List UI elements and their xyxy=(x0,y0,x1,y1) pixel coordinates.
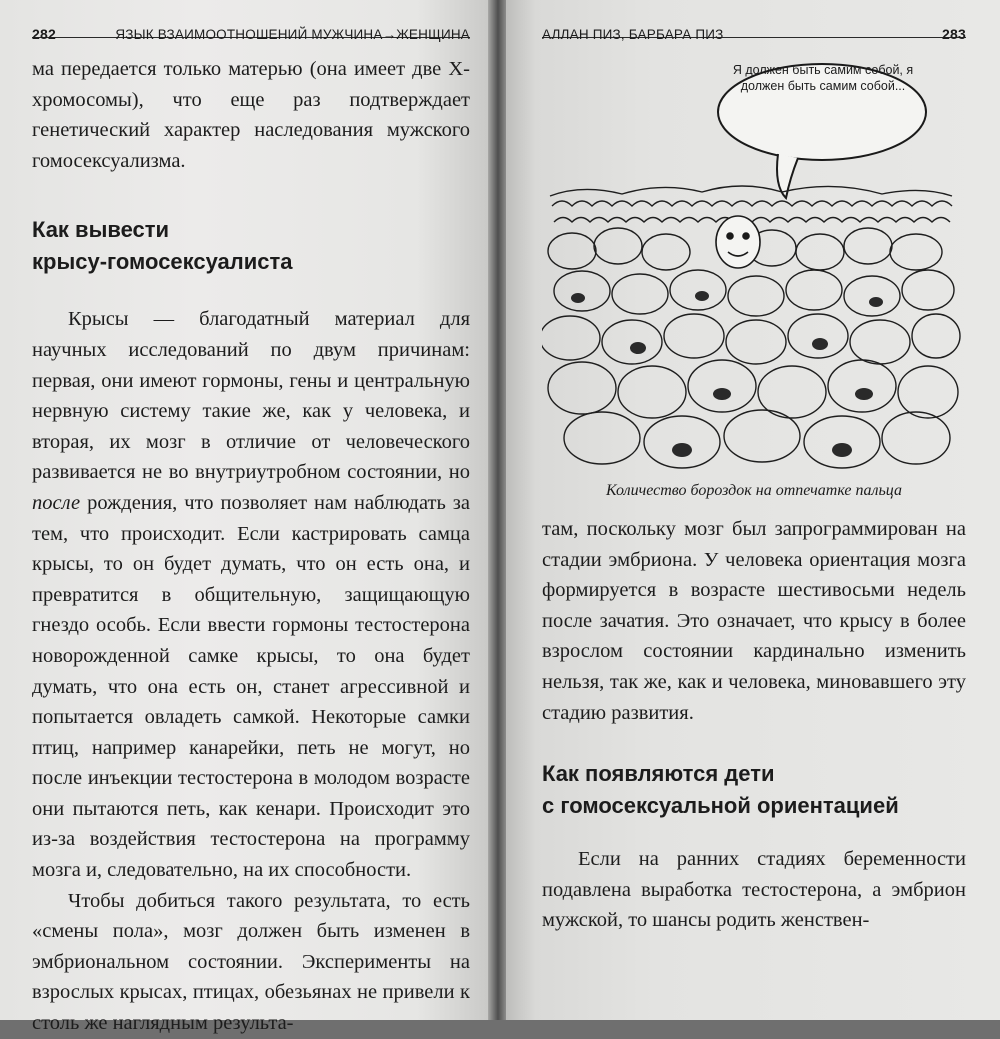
sheep-faces xyxy=(571,291,883,457)
italic-word: после xyxy=(32,491,81,514)
sheep-illustration xyxy=(542,46,966,476)
figure-caption: Количество бороздок на отпечатке пальца xyxy=(606,482,902,499)
right-page xyxy=(506,0,1000,1020)
paragraph-text: Крысы — благодатный материал для научных исследований по двум причинам: первая, они имеют гормоны, гены и центральную нервную систему такие же, как у человека, и вторая, их мозг в отличие от человеческого развивается не во внутриутробном состоянии, но xyxy=(32,308,470,484)
paragraph-text: рождения, что позволяет нам наблюдать за тем, что происходит. Если кастрировать самца крысы, то он будет думать, что он есть она, и превратится в общительную, защищающую гнездо особь. Если ввести гормоны тестостерона новорожденной самке крысы, то она будет думать, что она есть он, станет агрессивной и попытается овладеть самкой. Некоторые самки птиц, например канарейки, петь не могут, но после инъекции тестостерона в молодом возрасте они пытаются петь, как кенари. Происходит это из-за воздействия тестостерона на программу мозга и, следовательно, на их способности. xyxy=(32,491,470,882)
paragraph-sex-change: Чтобы добиться такого результата, то есть «смены пола», мозг должен быть изменен в эмбриональном состоянии. Эксперименты на взрослых крысах, птицах, обезьянах не привели к столь же наглядным результа- xyxy=(32,889,470,1035)
heading-line: крысу-гомосексуалиста xyxy=(32,249,293,275)
heading-line: Как появляются дети xyxy=(542,761,775,787)
right-running-head-title: АЛЛАН ПИЗ, БАРБАРА ПИЗ xyxy=(542,27,724,42)
left-running-head-title: ЯЗЫК ВЗАИМООТНОШЕНИЙ МУЖЧИНА→ЖЕНЩИНА xyxy=(115,27,470,42)
sheep-flock-drawing xyxy=(542,46,966,476)
paragraph-rats xyxy=(32,304,470,885)
section-heading-children xyxy=(542,758,966,822)
speech-bubble-text: Я должен быть самим собой, я должен быть самим собой... xyxy=(732,63,914,93)
left-body-text xyxy=(32,54,470,1039)
book-gutter xyxy=(488,0,508,1020)
paragraph-pregnancy: Если на ранних стадиях беременности подавлена выработка тестостерона, а эмбрион мужской, то шансы родить женствен- xyxy=(542,848,966,932)
continued-paragraph: ма передается только матерью (она имеет две Х-хромосомы), что еще раз подтверждает генетический характер наследования мужского гомосексуализма. xyxy=(32,58,470,172)
left-page xyxy=(0,0,490,1035)
talking-sheep xyxy=(716,216,760,268)
paragraph-embryo: там, поскольку мозг был запрограммирован на стадии эмбриона. У человека ориентация мозга формируется в возрасте шестивосьми недель после зачатия. Это означает, что крысу в более взрослом состоянии кардинально изменить нельзя, так же, как и человека, миновавшего эту стадию развития. xyxy=(542,518,966,724)
left-page-number: 282 xyxy=(32,26,56,42)
left-running-head xyxy=(32,0,470,42)
heading-line: с гомосексуальной ориентацией xyxy=(542,793,899,819)
right-body-text xyxy=(542,514,966,936)
right-page-number: 283 xyxy=(942,26,966,42)
heading-line: Как вывести xyxy=(32,217,170,243)
right-running-head xyxy=(542,0,966,42)
section-heading-rat xyxy=(32,214,470,278)
